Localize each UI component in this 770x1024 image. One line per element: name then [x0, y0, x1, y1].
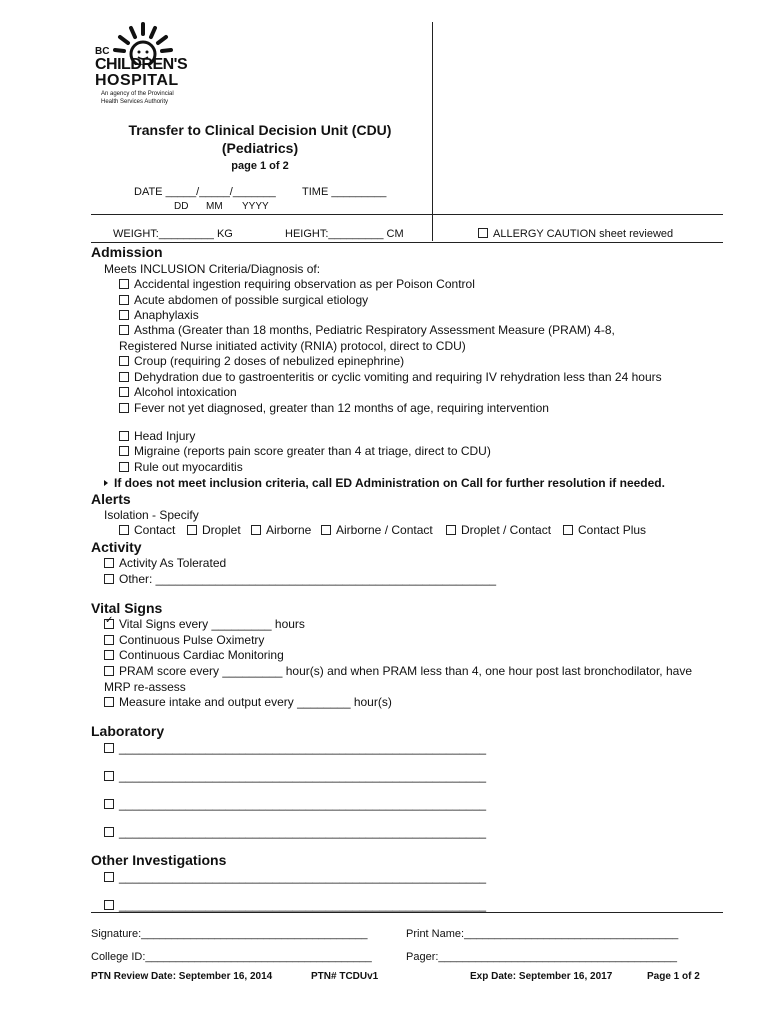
vitals-item[interactable] — [104, 695, 392, 709]
activity-item-label: Other: ___________________________________________________ — [119, 572, 497, 586]
checkbox-icon[interactable] — [187, 525, 197, 535]
checkbox-icon[interactable] — [119, 446, 129, 456]
checkbox-icon[interactable] — [104, 635, 114, 645]
activity-item-label: Activity As Tolerated — [119, 556, 227, 570]
isolation-option[interactable] — [563, 523, 646, 537]
checkbox-icon[interactable] — [104, 558, 114, 568]
investigations-heading: Other Investigations — [91, 852, 227, 868]
isolation-option[interactable] — [321, 523, 433, 537]
admission-item[interactable] — [119, 308, 199, 322]
hospital-logo — [95, 20, 190, 110]
isolation-option[interactable] — [251, 523, 311, 537]
admission-item[interactable] — [119, 429, 195, 443]
isolation-option-label: Droplet — [202, 523, 241, 537]
arrow-right-icon — [104, 480, 108, 486]
admission-item-label: Acute abdomen of possible surgical etiology — [134, 293, 369, 307]
date-field[interactable]: DATE _____/_____/_______ — [134, 186, 276, 198]
vitals-item-label: Continuous Pulse Oximetry — [119, 633, 265, 647]
activity-heading: Activity — [91, 539, 142, 555]
isolation-option[interactable] — [119, 523, 175, 537]
checkbox-icon[interactable] — [119, 403, 129, 413]
admission-item[interactable] — [119, 293, 368, 307]
checkbox-icon[interactable] — [104, 666, 114, 676]
vitals-heading: Vital Signs — [91, 600, 163, 616]
date-mm-label: MM — [206, 201, 223, 212]
admission-item-label: Rule out myocarditis — [134, 460, 243, 474]
vitals-item-label: PRAM score every _________ hour(s) and when PRAM less than 4, one hour post last bronchodilator, have — [119, 664, 692, 678]
divider-weight — [91, 242, 723, 243]
checkbox-icon[interactable] — [119, 431, 129, 441]
vitals-item-continued: MRP re-assess — [104, 680, 186, 694]
laboratory-entry-line[interactable]: _______________________________________________________ — [119, 797, 487, 811]
admission-item[interactable] — [119, 385, 237, 399]
time-field[interactable]: TIME _________ — [302, 186, 387, 198]
vitals-item-label: Continuous Cardiac Monitoring — [119, 648, 284, 662]
checkbox-icon[interactable] — [119, 310, 129, 320]
checkbox-icon[interactable] — [563, 525, 573, 535]
vitals-item-label: Measure intake and output every ________ hour(s) — [119, 695, 392, 709]
activity-item[interactable] — [104, 572, 496, 586]
investigation-entry-line[interactable]: _______________________________________________________ — [119, 898, 487, 912]
laboratory-entry-line[interactable]: _______________________________________________________ — [119, 741, 487, 755]
inclusion-note — [104, 476, 665, 490]
checkbox-icon[interactable] — [478, 228, 488, 238]
checked-checkbox-icon[interactable] — [104, 619, 114, 629]
checkbox-icon[interactable] — [321, 525, 331, 535]
laboratory-entry[interactable] — [104, 825, 486, 839]
checkbox-icon[interactable] — [104, 743, 114, 753]
logo-childrens: CHILDREN'S — [95, 56, 188, 73]
footer-ptn: PTN# TCDUv1 — [311, 971, 379, 982]
investigation-entry[interactable] — [104, 870, 486, 884]
checkbox-icon[interactable] — [119, 372, 129, 382]
alerts-heading: Alerts — [91, 491, 131, 507]
checkbox-icon[interactable] — [119, 325, 129, 335]
isolation-label: Isolation - Specify — [104, 508, 199, 522]
date-dd-label: DD — [174, 201, 189, 212]
vitals-item[interactable] — [104, 664, 692, 678]
vitals-item[interactable] — [104, 617, 305, 631]
admission-item-label: Accidental ingestion requiring observation as per Poison Control — [134, 277, 475, 291]
admission-intro: Meets INCLUSION Criteria/Diagnosis of: — [104, 262, 321, 276]
isolation-option-label: Airborne / Contact — [336, 523, 433, 537]
admission-item[interactable] — [119, 323, 615, 337]
isolation-option-label: Droplet / Contact — [461, 523, 552, 537]
logo-tagline-2: Health Services Authority — [101, 99, 169, 105]
divider-bottom — [91, 912, 723, 913]
checkbox-icon[interactable] — [119, 462, 129, 472]
logo-tagline-1: An agency of the Provincial — [101, 91, 174, 97]
checkbox-icon[interactable] — [104, 872, 114, 882]
admission-item[interactable] — [119, 354, 404, 368]
investigation-entry-line[interactable]: _______________________________________________________ — [119, 870, 487, 884]
college-id-field[interactable]: College ID:_____________________________________ — [91, 951, 372, 963]
admission-item[interactable] — [119, 444, 491, 458]
admission-item-label: Fever not yet diagnosed, greater than 12 months of age, requiring intervention — [134, 401, 549, 415]
isolation-option-label: Contact — [134, 523, 176, 537]
laboratory-heading: Laboratory — [91, 723, 165, 739]
admission-item[interactable] — [119, 460, 243, 474]
admission-item-label: Croup (requiring 2 doses of nebulized epinephrine) — [134, 354, 405, 368]
logo-bc: BC — [95, 46, 110, 57]
checkbox-icon[interactable] — [104, 827, 114, 837]
checkbox-icon[interactable] — [104, 697, 114, 707]
laboratory-entry[interactable] — [104, 769, 486, 783]
checkbox-icon[interactable] — [251, 525, 261, 535]
checkbox-icon[interactable] — [119, 295, 129, 305]
admission-item[interactable] — [119, 370, 662, 384]
checkbox-icon[interactable] — [446, 525, 456, 535]
checkbox-icon[interactable] — [104, 799, 114, 809]
logo-hospital: HOSPITAL — [95, 72, 179, 89]
checkbox-icon[interactable] — [104, 771, 114, 781]
page-subtitle: (Pediatrics) — [221, 140, 299, 156]
page-count: page 1 of 2 — [231, 160, 289, 172]
print-name-field[interactable]: Print Name:___________________________________ — [406, 928, 679, 940]
pager-field[interactable]: Pager:_______________________________________ — [406, 951, 677, 963]
laboratory-entry-line[interactable]: _______________________________________________________ — [119, 769, 487, 783]
height-field[interactable]: HEIGHT:_________ CM — [285, 228, 404, 240]
admission-item-label: Head Injury — [134, 429, 196, 443]
isolation-option-label: Airborne — [266, 523, 312, 537]
isolation-option[interactable] — [446, 523, 551, 537]
admission-item-continued: Registered Nurse initiated activity (RNIA) protocol, direct to CDU) — [119, 339, 466, 353]
footer-page: Page 1 of 2 — [647, 971, 700, 982]
checkbox-icon[interactable] — [104, 650, 114, 660]
date-yyyy-label: YYYY — [242, 201, 269, 212]
isolation-option-label: Contact Plus — [578, 523, 647, 537]
vitals-item[interactable] — [104, 648, 284, 662]
admission-heading: Admission — [91, 244, 163, 260]
divider-top — [91, 214, 723, 215]
checkbox-icon[interactable] — [119, 525, 129, 535]
checkbox-icon[interactable] — [104, 900, 114, 910]
footer-review-date: PTN Review Date: September 16, 2014 — [91, 971, 273, 982]
checkbox-icon[interactable] — [119, 356, 129, 366]
admission-item-label: Alcohol intoxication — [134, 385, 237, 399]
vitals-item-label: Vital Signs every _________ hours — [119, 617, 305, 631]
admission-item-label: Migraine (reports pain score greater than 4 at triage, direct to CDU) — [134, 444, 491, 458]
laboratory-entry[interactable] — [104, 741, 486, 755]
isolation-option[interactable] — [187, 523, 241, 537]
allergy-caution-checkbox[interactable] — [478, 228, 673, 240]
footer-exp-date: Exp Date: September 16, 2017 — [470, 971, 613, 982]
checkbox-icon[interactable] — [119, 279, 129, 289]
admission-item-label: Anaphylaxis — [134, 308, 199, 322]
admission-item[interactable] — [119, 401, 549, 415]
laboratory-entry-line[interactable]: _______________________________________________________ — [119, 825, 487, 839]
admission-item-label: Asthma (Greater than 18 months, Pediatric Respiratory Assessment Measure (PRAM) 4-8, — [134, 323, 615, 337]
signature-field[interactable]: Signature:_____________________________________ — [91, 928, 368, 940]
admission-item-label: Dehydration due to gastroenteritis or cyclic vomiting and requiring IV rehydration less than 24 hours — [134, 370, 662, 384]
weight-field[interactable]: WEIGHT:_________ KG — [113, 228, 233, 240]
laboratory-entry[interactable] — [104, 797, 486, 811]
activity-item[interactable] — [104, 556, 226, 570]
admission-item[interactable] — [119, 277, 475, 291]
checkbox-icon[interactable] — [104, 574, 114, 584]
checkbox-icon[interactable] — [119, 387, 129, 397]
vitals-item[interactable] — [104, 633, 264, 647]
inclusion-note-text: If does not meet inclusion criteria, call ED Administration on Call for further resolution if needed. — [114, 476, 665, 490]
investigation-entry[interactable] — [104, 898, 486, 912]
allergy-caution-label: ALLERGY CAUTION sheet reviewed — [493, 228, 674, 240]
page-title: Transfer to Clinical Decision Unit (CDU) — [128, 122, 392, 138]
